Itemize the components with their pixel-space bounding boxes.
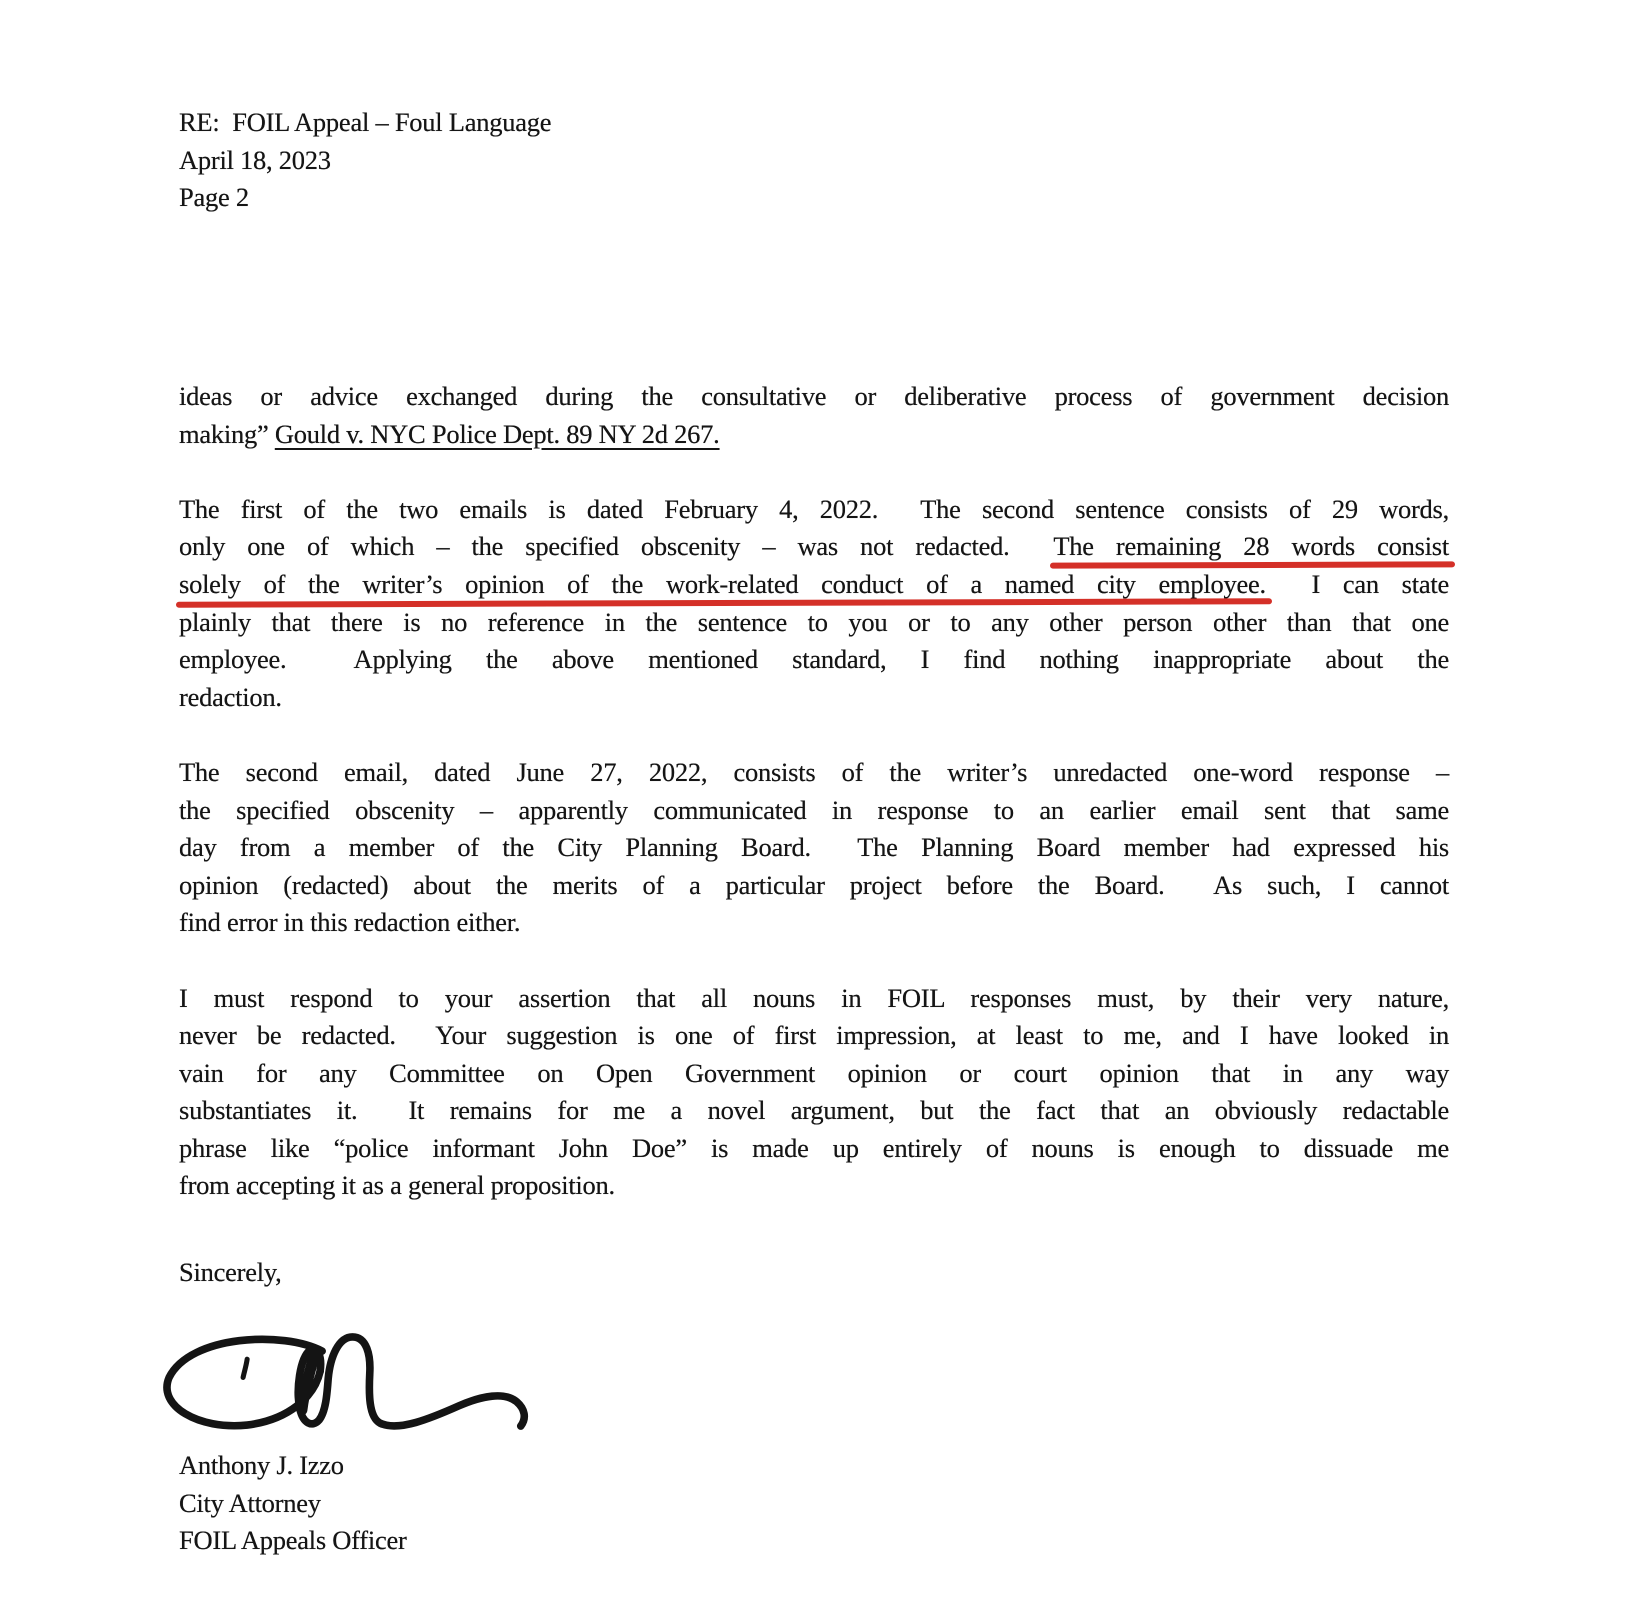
paragraph-2 (179, 491, 1449, 717)
paragraph-3 (179, 754, 1449, 942)
text-segment: never be redacted. Your suggestion is one of first impression, at least to me, and I have looked in (179, 1020, 1449, 1051)
paragraph-4 (179, 980, 1449, 1206)
text-line (179, 1092, 1449, 1130)
text-segment: I can state (1265, 568, 1449, 599)
text-segment: from accepting it as a general proposition. (179, 1170, 615, 1201)
text-segment: only one of which – the specified obscenity – was not redacted. (179, 531, 1054, 562)
text-segment: phrase like “police informant John Doe” is made up entirely of nouns is enough to dissuade me (179, 1132, 1449, 1163)
text-segment: plainly that there is no reference in the sentence to you or to any other person other than that one (179, 606, 1449, 637)
text-line (179, 679, 1449, 717)
signer-name: Anthony J. Izzo (179, 1450, 344, 1480)
signature-stroke (160, 1326, 540, 1438)
text-segment: redaction. (179, 681, 282, 712)
text-line (179, 604, 1449, 642)
text-segment: substantiates it. It remains for me a novel argument, but the fact that an obviously redactable (179, 1095, 1449, 1126)
red-underlined-text: solely of the writer’s opinion of the work-related conduct of a named city employee. (179, 568, 1266, 599)
date-line: April 18, 2023 (179, 144, 331, 175)
text-segment: The first of the two emails is dated February 4, 2022. The second sentence consists of 29 words, (179, 493, 1449, 524)
text-segment: day from a member of the City Planning Board. The Planning Board member had expressed his (179, 832, 1449, 863)
subject-line: RE: FOIL Appeal – Foul Language (179, 107, 552, 137)
page-number-line: Page 2 (179, 182, 249, 213)
text-line (179, 528, 1449, 566)
text-line (179, 1130, 1449, 1168)
text-line (179, 491, 1449, 529)
text-line (179, 566, 1449, 604)
text-segment: vain for any Committee on Open Government opinion or court opinion that in any way (179, 1057, 1449, 1088)
text-line (179, 378, 1449, 416)
text-line (179, 416, 1449, 454)
text-line (179, 980, 1449, 1018)
signature-block (179, 1447, 407, 1560)
text-line (179, 904, 1449, 942)
text-segment: the specified obscenity – apparently communicated in response to an earlier email sent that same (179, 794, 1449, 825)
text-line (179, 792, 1449, 830)
red-underlined-text: The remaining 28 words consist (1053, 531, 1449, 562)
text-segment: I must respond to your assertion that all nouns in FOIL responses must, by their very nature, (179, 982, 1449, 1013)
text-line (179, 1167, 1449, 1205)
text-segment: making” (179, 418, 275, 449)
case-citation: Gould v. NYC Police Dept. 89 NY 2d 267. (274, 418, 720, 449)
text-segment: employee. Applying the above mentioned standard, I find nothing inappropriate about the (179, 644, 1449, 675)
text-segment: find error in this redaction either. (179, 907, 521, 938)
text-line (179, 1017, 1449, 1055)
paragraph-1 (179, 378, 1449, 453)
text-line (179, 867, 1449, 905)
text-line (179, 1055, 1449, 1093)
text-segment: ideas or advice exchanged during the consultative or deliberative process of government decision (179, 381, 1449, 411)
text-segment: The second email, dated June 27, 2022, consists of the writer’s unredacted one-word response – (179, 756, 1449, 787)
text-line (179, 641, 1449, 679)
text-line (179, 754, 1449, 792)
text-line (179, 829, 1449, 867)
letter-header (179, 104, 551, 217)
text-segment: opinion (redacted) about the merits of a particular project before the Board. As such, I cannot (179, 869, 1449, 900)
letter-body (179, 378, 1449, 1243)
handwritten-signature-icon (160, 1326, 540, 1438)
signer-title: City Attorney (179, 1487, 321, 1518)
signer-role: FOIL Appeals Officer (179, 1525, 407, 1556)
valediction: Sincerely, (179, 1257, 282, 1287)
